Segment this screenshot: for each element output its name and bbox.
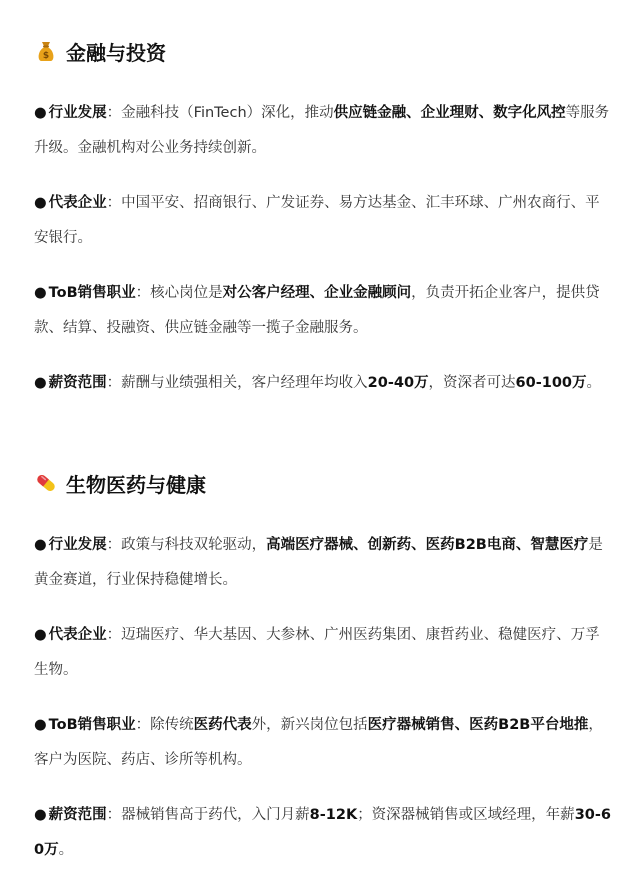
bullet-icon: ● xyxy=(34,627,47,643)
emphasis-text: 60-100万 xyxy=(515,375,587,391)
body-text: 是黄金赛道，行业保持稳健增长。 xyxy=(34,537,603,588)
item-separator: ： xyxy=(106,537,122,553)
svg-text:$: $ xyxy=(42,51,50,61)
bullet-icon: ● xyxy=(34,285,47,301)
body-text: 中国平安、招商银行、广发证券、易方达基金、汇丰环球、广州农商行、平安银行。 xyxy=(34,195,600,246)
body-text: 薪酬与业绩强相关，客户经理年均收入 xyxy=(121,375,368,391)
item-label: 代表企业 xyxy=(48,627,107,643)
section-biomedicine xyxy=(34,466,611,888)
list-item xyxy=(34,366,611,401)
item-label: 薪资范围 xyxy=(48,807,107,823)
list-item xyxy=(34,276,611,346)
body-text: 迈瑞医疗、华大基因、大参林、广州医药集团、康哲药业、稳健医疗、万孚生物。 xyxy=(34,627,600,678)
emphasis-text: 20-40万 xyxy=(367,375,429,391)
section-heading xyxy=(34,466,611,500)
bullet-icon: ● xyxy=(34,807,47,823)
list-item xyxy=(34,96,611,166)
section-title: 金融与投资 xyxy=(66,40,166,65)
emphasis-text: 8-12K xyxy=(309,807,358,823)
item-separator: ： xyxy=(135,717,151,733)
body-text: 器械销售高于药代，入门月薪 xyxy=(121,807,310,823)
body-text: 。 xyxy=(58,842,74,858)
bullet-icon: ● xyxy=(34,375,47,391)
bullet-icon: ● xyxy=(34,105,47,121)
section-finance xyxy=(34,34,611,421)
item-separator: ： xyxy=(106,807,122,823)
emphasis-text: 供应链金融、企业理财、数字化风控 xyxy=(333,105,566,121)
item-label: ToB销售职业 xyxy=(48,717,136,733)
bullet-icon: ● xyxy=(34,537,47,553)
emphasis-text: 医药代表 xyxy=(193,717,252,733)
item-label: ToB销售职业 xyxy=(48,285,136,301)
list-item xyxy=(34,708,611,778)
bullet-icon: ● xyxy=(34,195,47,211)
emphasis-text: 高端医疗器械、创新药、医药B2B电商、智慧医疗 xyxy=(266,537,589,553)
body-text: 金融科技（FinTech）深化，推动 xyxy=(121,105,334,121)
item-list xyxy=(34,96,611,401)
pill-icon xyxy=(34,471,58,495)
item-separator: ： xyxy=(106,375,122,391)
emphasis-text: 30-60万 xyxy=(34,807,611,858)
item-label: 代表企业 xyxy=(48,195,107,211)
item-separator: ： xyxy=(106,105,122,121)
body-text: 核心岗位是 xyxy=(150,285,223,301)
money-bag-icon xyxy=(34,39,58,63)
list-item xyxy=(34,798,611,868)
item-separator: ： xyxy=(106,627,122,643)
emphasis-text: 对公客户经理、企业金融顾问 xyxy=(222,285,412,301)
list-item xyxy=(34,618,611,688)
list-item xyxy=(34,186,611,256)
body-text: ；资深器械销售或区域经理，年薪 xyxy=(357,807,575,823)
bullet-icon: ● xyxy=(34,717,47,733)
emphasis-text: 医疗器械销售、医药B2B平台地推 xyxy=(367,717,589,733)
body-text: 除传统 xyxy=(150,717,194,733)
item-separator: ： xyxy=(106,195,122,211)
section-heading xyxy=(34,34,611,68)
body-text: ，客户为医院、药店、诊所等机构。 xyxy=(34,717,603,768)
item-label: 薪资范围 xyxy=(48,375,107,391)
list-item xyxy=(34,528,611,598)
section-title: 生物医药与健康 xyxy=(66,472,206,497)
body-text: ，负责开拓企业客户，提供贷款、结算、投融资、供应链金融等一揽子金融服务。 xyxy=(34,285,600,336)
body-text: 。 xyxy=(586,375,601,391)
body-text: ，资深者可达 xyxy=(428,375,516,391)
item-label: 行业发展 xyxy=(48,537,107,553)
body-text: 外，新兴岗位包括 xyxy=(251,717,368,733)
item-list xyxy=(34,528,611,868)
body-text: 等服务升级。金融机构对公业务持续创新。 xyxy=(34,105,610,156)
item-separator: ： xyxy=(135,285,151,301)
body-text: 政策与科技双轮驱动， xyxy=(121,537,267,553)
item-label: 行业发展 xyxy=(48,105,107,121)
